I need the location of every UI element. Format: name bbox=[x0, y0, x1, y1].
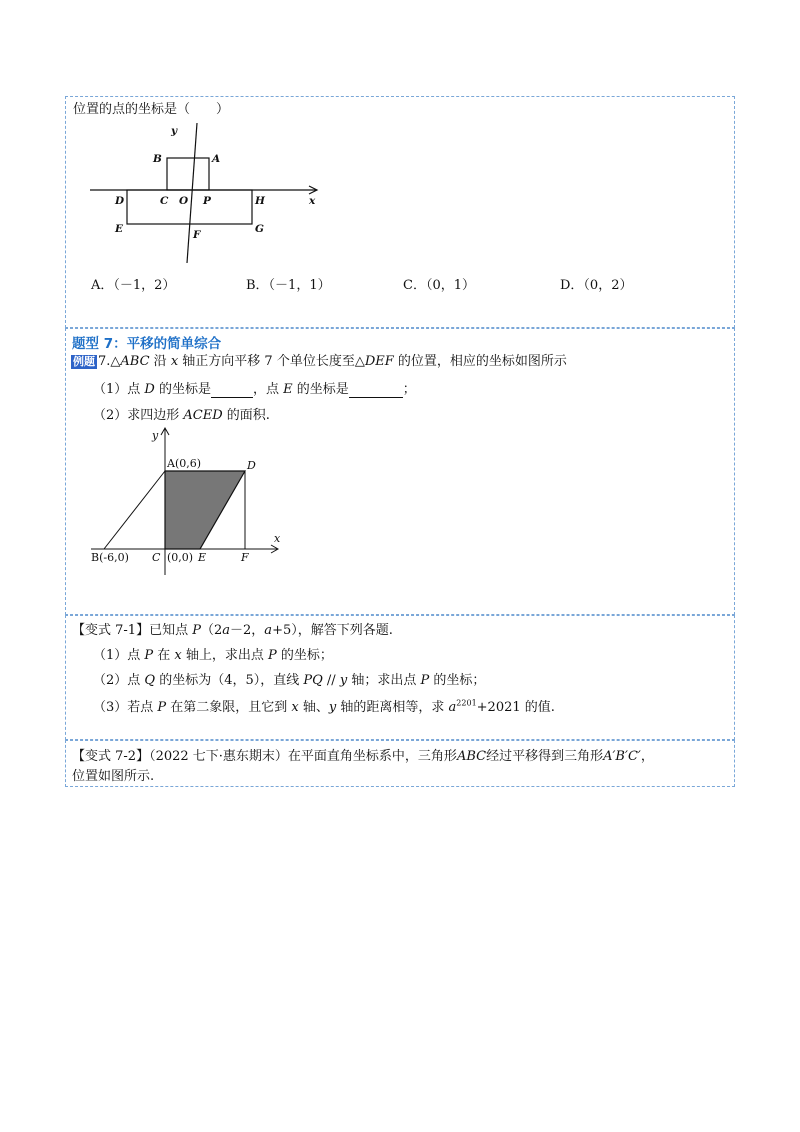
answer-blank-e[interactable] bbox=[349, 382, 403, 398]
variant-7-1-part-1: （1）点 P 在 x 轴上，求出点 P 的坐标； bbox=[93, 648, 333, 663]
q6-label-A: A bbox=[212, 153, 221, 165]
edge-ab bbox=[104, 471, 165, 549]
example-7-figure bbox=[88, 425, 298, 575]
q6-label-G: G bbox=[255, 223, 264, 235]
q6-label-O: O bbox=[179, 195, 189, 207]
q6-stem: 位置的点的坐标是（ ） bbox=[73, 102, 230, 117]
ex7-label-x: x bbox=[274, 532, 281, 545]
variant-7-1-tag: 【变式 7-1】 bbox=[72, 623, 150, 638]
ex7-label-A: A(0,6) bbox=[167, 457, 202, 470]
q6-label-B: B bbox=[153, 153, 162, 165]
ex7-label-C: C bbox=[152, 551, 161, 564]
q6-label-P: P bbox=[203, 195, 211, 207]
section-7-heading: 题型 7：平移的简单综合 bbox=[72, 336, 222, 352]
variant-7-2-line-2: 位置如图所示. bbox=[72, 769, 155, 784]
q6-big-rect bbox=[127, 190, 252, 224]
q6-label-E: E bbox=[115, 223, 124, 235]
ex7-label-B: B(-6,0) bbox=[91, 551, 129, 564]
ex7-label-F: F bbox=[241, 551, 249, 564]
ex7-label-D: D bbox=[247, 459, 256, 472]
q6-label-H: H bbox=[255, 195, 265, 207]
example-7-part-1: （1）点 D 的坐标是 ，点 E 的坐标是 ； bbox=[93, 382, 416, 397]
q6-y-axis bbox=[187, 123, 197, 263]
q6-label-F: F bbox=[193, 229, 201, 241]
q6-label-y: y bbox=[171, 125, 178, 137]
variant-7-2-statement: 【变式 7-2】（2022 七下·惠东期末）在平面直角坐标系中，三角形ABC经过平移得到三角形A′B′C′， bbox=[72, 749, 654, 764]
answer-blank-d[interactable] bbox=[211, 382, 253, 398]
ex7-label-y: y bbox=[152, 429, 159, 442]
variant-7-1-part-3: （3）若点 P 在第二象限，且它到 x 轴、y 轴的距离相等，求 $a^{2201}+2021$ 的值. bbox=[93, 698, 555, 715]
q6-option-c[interactable]: C．（0，1） bbox=[403, 278, 475, 293]
ex7-label-C-origin: (0,0) bbox=[167, 551, 194, 564]
example-tag: 例题 bbox=[73, 355, 95, 368]
q6-figure bbox=[85, 118, 335, 268]
example-7-statement: 例题 7.△ABC 沿 x 轴正方向平移 7 个单位长度至△DEF 的位置，相应的坐标如图所示 bbox=[73, 354, 567, 369]
variant-7-1-statement: 【变式 7-1】已知点 P（2a－2，a+5），解答下列各题. bbox=[72, 623, 393, 638]
example-7-part-2: （2）求四边形 ACED 的面积. bbox=[93, 408, 270, 423]
variant-7-1-part-2: （2）点 Q 的坐标为（4，5），直线 PQ // y 轴；求出点 P 的坐标； bbox=[93, 673, 486, 688]
q6-label-D: D bbox=[115, 195, 125, 207]
variant-7-2-tag: 【变式 7-2】 bbox=[72, 749, 150, 764]
q6-small-rect bbox=[167, 158, 209, 190]
q6-label-x: x bbox=[309, 195, 316, 207]
quad-aced bbox=[165, 471, 245, 549]
q6-label-C: C bbox=[160, 195, 169, 207]
q6-option-b[interactable]: B．（－1，1） bbox=[246, 278, 331, 293]
q6-option-d[interactable]: D．（0，2） bbox=[560, 278, 633, 293]
ex7-label-E: E bbox=[198, 551, 207, 564]
q6-option-a[interactable]: A．（－1，2） bbox=[91, 278, 176, 293]
